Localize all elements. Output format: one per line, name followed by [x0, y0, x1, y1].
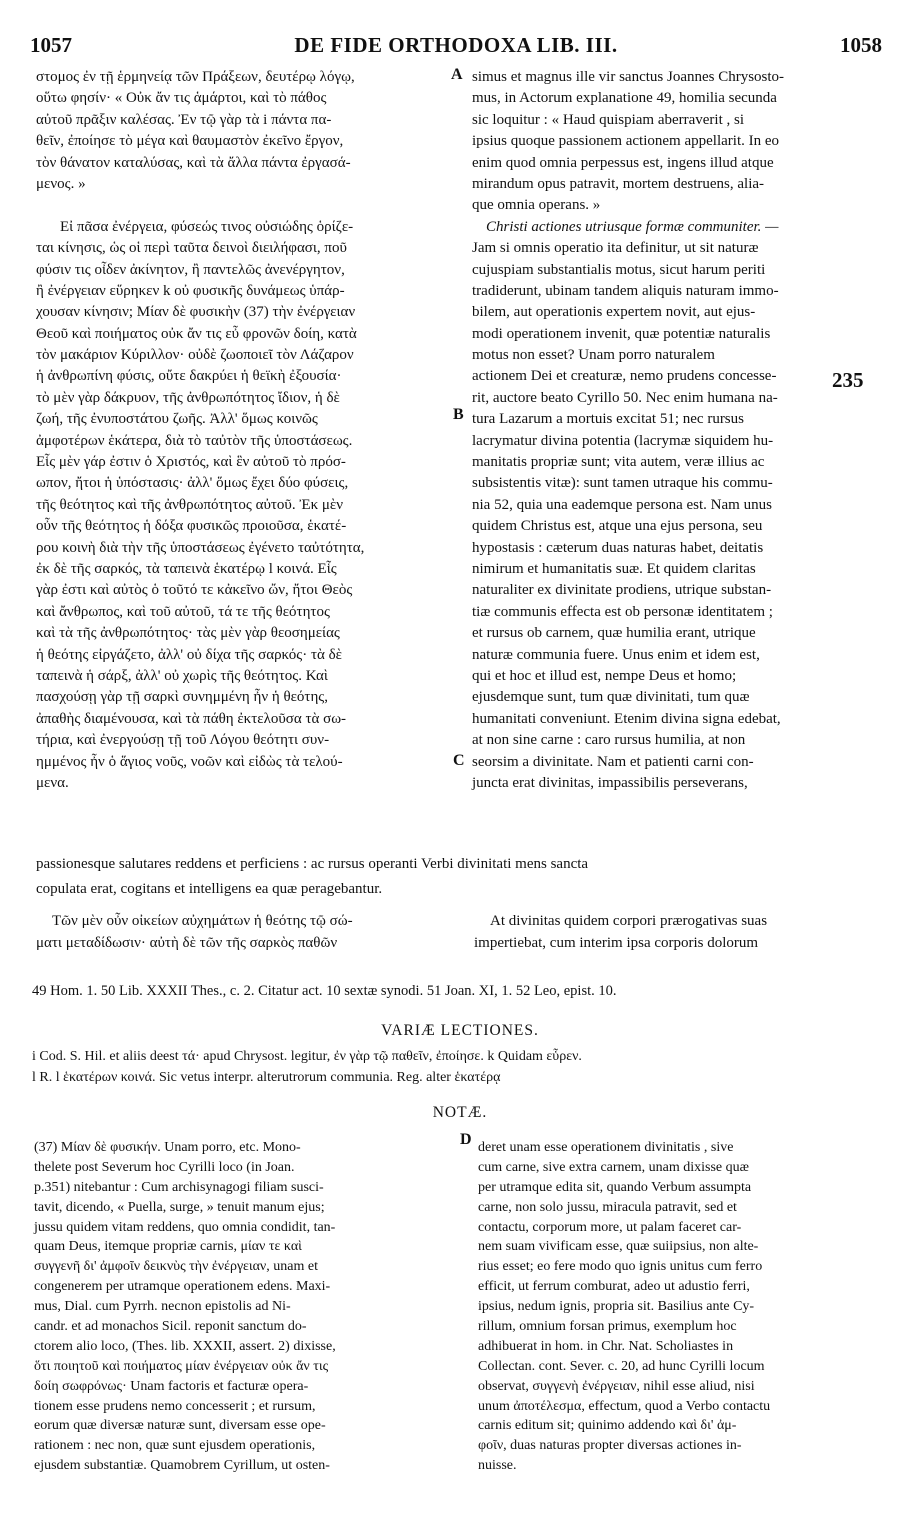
margin-letter-c: C	[453, 752, 465, 769]
text-line: ζωή, τῆς ἐνυποστάτου ζωῆς. Ἀλλ' ὅμως κοινῶς	[36, 411, 318, 428]
text-line: tura Lazarum a mortuis excitat 51; nec rursus	[472, 411, 744, 428]
latin-text-column	[472, 67, 884, 794]
note-line: thelete post Severum hoc Cyrilli loco (in Joan.	[34, 1159, 295, 1175]
margin-letter-d: D	[460, 1131, 472, 1148]
text-line: nia 52, quia una eademque persona est. Nam unus	[472, 496, 772, 513]
note-line: tionem esse prudens nemo concesserit ; et rursum,	[34, 1398, 316, 1414]
text-line: τὸ μὲν γὰρ δάκρυον, τῆς ἀνθρωπότητος ἴδιον, ἡ δὲ	[36, 389, 340, 406]
latin-continuation	[474, 910, 768, 954]
text-line: ἀπαθὴς διαμένουσα, καὶ τὰ πάθη ἐκτελοῦσα τὰ σω-	[36, 710, 347, 727]
note-line: quam Deus, itemque propriæ carnis, μίαν τε καὶ	[34, 1239, 302, 1255]
text-line: οὖν τῆς θεότητος ἡ δόξα φυσικῶς προιοῦσα, ἑκατέ-	[36, 518, 347, 535]
text-line: ipsius quoque passionem actionem appellarit. In eo	[472, 133, 780, 150]
note-line: (37) Μίαν δὲ φυσικήν. Unam porro, etc. Mono-	[34, 1140, 301, 1155]
note-line: συγγενῆ δι' ἀμφοῖν δεικνὺς τὴν ἐνέργειαν, unam et	[34, 1259, 318, 1275]
text-line: simus et magnus ille vir sanctus Joannes Chrysosto-	[472, 69, 785, 85]
text-line: At divinitas quidem corpori prærogativas suas	[490, 913, 768, 929]
text-line: ται κίνησις, ὡς οἱ περὶ ταῦτα δεινοὶ διειλήφασι, ποῦ	[36, 240, 347, 257]
text-line: que omnia operans. »	[472, 197, 601, 214]
text-line: nimirum et humanitatis suæ. Et quidem claritas	[472, 560, 756, 577]
notes-left-column	[34, 1138, 449, 1476]
note-line: contactu, corporum more, ut palam faceret car-	[478, 1219, 742, 1235]
right-page-number: 1058	[840, 33, 882, 57]
text-line: seorsim a divinitate. Nam et patienti carni con-	[472, 753, 754, 770]
variae-lectiones-title: VARIÆ LECTIONES.	[381, 1022, 539, 1039]
text-line: lacrymatur divina potentia (lacrymæ siquidem hu-	[472, 432, 774, 449]
text-line: enim quod omnia perpessus est, ingens illud atque	[472, 154, 774, 171]
note-line: eorum quæ diversæ naturæ sunt, diversam esse ope-	[34, 1418, 326, 1434]
note-line: ὅτι ποιητοῦ καὶ ποιήματος μίαν ἐνέργειαν οὐκ ἄν τις	[34, 1358, 329, 1374]
note-line: per utramque edita sit, quando Verbum assumpta	[478, 1179, 752, 1195]
text-line: juncta erat divinitas, impassibilis perseverans,	[472, 774, 748, 791]
note-line: δοίη σωφρόνως· Unam factoris et facturæ opera-	[34, 1378, 309, 1394]
full-width-line: passionesque salutares reddens et perficiens : ac rursus operanti Verbi divinitati mens sancta	[36, 856, 589, 872]
margin-letter-a: A	[451, 66, 463, 83]
text-line: Jam si omnis operatio ita definitur, ut sit naturæ	[472, 240, 759, 257]
note-line: carnis editum sit; quinimo addendo καὶ δι' ἀμ-	[478, 1418, 737, 1434]
note-line: rationem : nec non, quæ sunt ejusdem operationis,	[34, 1438, 316, 1454]
text-line: naturaliter ex divinitate prodiens, utrique substan-	[472, 582, 772, 599]
text-line: humanitati conveniunt. Etenim divina signa edebat,	[472, 710, 781, 727]
text-line: ωπον, ἤτοι ἡ ὑπόστασις· ἀλλ' ὅμως ἔχει δύο φύσεις,	[36, 475, 349, 492]
note-line: congenerem per utramque operationem edens. Maxi-	[34, 1279, 331, 1295]
note-line: cum carne, sive extra carnem, unam dixisse quæ	[478, 1159, 749, 1175]
note-line: nem suam vivificam esse, quæ suiipsius, non alte-	[478, 1239, 759, 1255]
text-line: γὰρ ἐστι καὶ αὐτὸς ὁ τοῦτό τε κἀκεῖνο ὤν, ἤτοι Θεὸς	[36, 582, 353, 599]
text-line: μενα.	[36, 774, 69, 791]
note-line: tavit, dicendo, « Puella, surge, » tenuit manum ejus;	[34, 1199, 325, 1215]
text-line: mirandum opus patravit, mortem destruens, alia-	[472, 175, 765, 192]
text-line: καὶ ἄνθρωπος, καὶ τοῦ αὐτοῦ, τά τε τῆς θεότητος	[36, 603, 330, 620]
text-line: πασχούσῃ γὰρ τῇ σαρκὶ συνημμένη ἦν ἡ θεότης,	[36, 689, 328, 706]
text-line: subsistentis vitæ): sunt tamen utraque his commu-	[472, 475, 773, 492]
text-line: τήρια, καὶ ἐνεργούσῃ τῇ τοῦ Λόγου θεότητι συν-	[36, 732, 330, 749]
text-line: sic loquitur : « Haud quispiam aberraverit , si	[472, 111, 745, 128]
text-line: ημμένος ἦν ὁ ἅγιος νοῦς, νοῶν καὶ εἰδὼς τὰ τελού-	[36, 753, 343, 770]
text-line: ἐκ δὲ τῆς σαρκός, τὰ ταπεινὰ ἑκατέρῳ l κοινά. Εἷς	[36, 560, 337, 577]
note-line: observat, συγγενὴ ἐνέργειαν, nihil esse aliud, nisi	[478, 1378, 755, 1394]
greek-text-column	[36, 67, 461, 794]
note-line: ejusdem substantiæ. Quamobrem Cyrillum, ut osten-	[34, 1458, 330, 1474]
text-line: ἡ ἀνθρωπίνη φύσις, οὔτε δακρύει ἡ θεϊκὴ ἐξουσία·	[36, 368, 342, 385]
greek-continuation	[36, 910, 353, 954]
text-line: οὕτω φησίν· « Οὐκ ἄν τις ἁμάρτοι, καὶ τὸ πάθος	[36, 90, 327, 107]
text-line: καὶ τὰ τῆς ἀνθρωπότητος· τὰς μὲν γὰρ θεοσημείας	[36, 625, 340, 642]
note-line: rillum, omnium forsan primus, exemplum hoc	[478, 1319, 737, 1335]
text-line: bilem, aut operationis expertem novit, aut ejus-	[472, 304, 756, 321]
text-line: Εἰ πᾶσα ἐνέργεια, φύσεώς τινος οὐσιώδης ὁρίζε-	[60, 218, 354, 235]
text-line: χουσαν κίνησιν; Μίαν δὲ φυσικὴν (37) τὴν ἐνέργειαν	[36, 304, 356, 321]
text-line	[36, 195, 461, 216]
text-line: at non sine carne : caro rursus humilia, at non	[472, 732, 746, 749]
text-line: mus, in Actorum explanatione 49, homilia secunda	[472, 90, 777, 107]
note-line: jussu quidem vitam reddens, quo omnia condidit, tan-	[34, 1219, 336, 1235]
text-line: tradiderunt, ubinam tandem aliquis naturam immo-	[472, 282, 779, 299]
section-number: 235	[832, 368, 864, 392]
note-line: adhibuerat in hom. in Chr. Nat. Scholiastes in	[478, 1338, 734, 1354]
text-line: rit, auctore beato Cyrillo 50. Nec enim humana na-	[472, 389, 778, 406]
text-line: τὸν μακάριον Κύριλλον· οὐδὲ ζωοποιεῖ τὸν Λάζαρον	[36, 347, 354, 364]
note-line: nuisse.	[478, 1458, 517, 1474]
text-line: impertiebat, cum interim ipsa corporis dolorum	[474, 935, 759, 951]
text-line: quidem Christus est, atque una ejus persona, seu	[472, 518, 763, 535]
text-line: modi operationem invenit, quæ potentiæ naturalis	[472, 325, 771, 342]
notae-title: NOTÆ.	[432, 1104, 488, 1121]
full-width-line: copulata erat, cogitans et intelligens ea quæ peragebantur.	[36, 881, 383, 897]
variant-line: i Cod. S. Hil. et aliis deest τά· apud Chrysost. legitur, ἐν γὰρ τῷ παθεῖν, ἐποίησε. k Quidam εὗρεν.	[32, 1049, 582, 1064]
text-line: Εἷς μὲν γάρ ἐστιν ὁ Χριστός, καὶ ἓν αὐτοῦ τὸ πρόσ-	[36, 454, 346, 471]
variant-line: l R. l ἑκατέρων κοινά. Sic vetus interpr. alterutrorum communia. Reg. alter ἑκατέρᾳ	[32, 1070, 501, 1085]
note-line: mus, Dial. cum Pyrrh. necnon epistolis ad Ni-	[34, 1299, 291, 1315]
note-line: ctorem alio loco, (Thes. lib. XXXII, assert. 2) dixisse,	[34, 1338, 336, 1354]
running-header	[30, 33, 882, 63]
text-line: ἢ ἐνέργειαν εὕρηκεν k οὐ φυσικῆς δυνάμεως ὑπάρ-	[36, 282, 345, 299]
text-line: ρου κοινὴ διὰ τὴν τῆς ὑποστάσεως ἐγένετο ταὐτότητα,	[36, 539, 365, 556]
left-page-number: 1057	[30, 33, 72, 57]
text-line: στομος ἐν τῇ ἑρμηνείᾳ τῶν Πράξεων, δευτέρῳ λόγῳ,	[36, 69, 355, 85]
text-line: ματι μεταδίδωσιν· αὐτὴ δὲ τῶν τῆς σαρκὸς παθῶν	[36, 935, 338, 951]
text-line: φύσιν τις οἶδεν ἀκίνητον, ἢ παντελῶς ἀνενέργητον,	[36, 261, 345, 278]
text-line: et rursus ob carnem, quæ humilia erant, utrique	[472, 625, 756, 642]
text-line: cujuspiam substantialis motus, sicut harum periti	[472, 261, 766, 278]
text-line: Θεοῦ καὶ ποιήματος οὐκ ἄν τις εὖ φρονῶν δοίη, κατὰ	[36, 325, 357, 342]
note-line: deret unam esse operationem divinitatis , sive	[478, 1140, 734, 1155]
note-line: candr. et ad monachos Sicil. reponit sanctum do-	[34, 1319, 307, 1335]
note-line: unum ἀποτέλεσμα, effectum, quod a Verbo contactu	[478, 1398, 771, 1414]
text-line: manitatis propriæ sunt; vita autem, veræ illius ac	[472, 454, 765, 471]
text-line: θεῖν, ἐποίησε τὸ μέγα καὶ θαυμαστὸν ἐκεῖνο ἔργον,	[36, 133, 344, 150]
text-line: hypostasis : cæterum duas naturas habet, deitatis	[472, 539, 764, 556]
note-line: φοῖν, duas naturas propter diversas actiones in-	[478, 1438, 742, 1454]
text-line: Τῶν μὲν οὖν οἰκείων αὐχημάτων ἡ θεότης τῷ σώ-	[52, 913, 353, 929]
text-line: μενος. »	[36, 175, 86, 192]
text-line: qui et hoc et illud est, nempe Deus et homo;	[472, 667, 737, 684]
section-heading: Christi actiones utriusque formæ communiter. —	[486, 218, 779, 235]
note-line: p.351) nitebantur : Cum archisynagogi filiam susci-	[34, 1179, 324, 1195]
running-title: DE FIDE ORTHODOXA LIB. III.	[294, 33, 618, 57]
text-line: ἀμφοτέρων ἑκάτερα, διὰ τὸ ταὐτὸν τῆς ὑποστάσεως.	[36, 432, 353, 449]
text-line: actionem Dei et creaturæ, nemo prudens concesse-	[472, 368, 777, 385]
note-line: ipsius, nedum ignis, propria sit. Basilius ante Cy-	[478, 1299, 755, 1315]
footnote-references: 49 Hom. 1. 50 Lib. XXXII Thes., c. 2. Citatur act. 10 sextæ synodi. 51 Joan. XI, 1. 52 Leo, epist. 10.	[32, 983, 617, 999]
margin-letter-b: B	[453, 406, 464, 423]
note-line: rius esset; eo fere modo quo ignis unitus cum ferro	[478, 1259, 763, 1275]
text-line: tiæ communis effecta est ob personæ identitatem ;	[472, 603, 773, 620]
text-line: motus non esset? Unam porro naturalem	[472, 347, 715, 364]
text-line: ejusdemque sunt, tum quæ divinitati, tum quæ	[472, 689, 750, 706]
text-line: αὐτοῦ πρᾶξιν καλέσας. Ἐν τῷ γὰρ τὰ i πάντα πα-	[36, 111, 332, 128]
text-line: ἡ θεότης εἰργάζετο, ἀλλ' οὐ δίχα τῆς σαρκός· τὰ δὲ	[36, 646, 342, 663]
text-line: naturæ communia fuere. Unus enim et idem est,	[472, 646, 760, 663]
note-line: efficit, ut ferrum comburat, adeo ut adustio ferri,	[478, 1279, 750, 1295]
text-line: τὸν θάνατον καταλύσας, καὶ τὰ ἄλλα πάντα ἐργασά-	[36, 154, 351, 171]
note-line: carne, non solo jussu, miracula patravit, sed et	[478, 1199, 737, 1215]
text-line: ταπεινὰ ἡ σάρξ, ἀλλ' οὐ χωρὶς τῆς θεότητος. Καὶ	[36, 667, 328, 684]
text-line: τῆς θεότητος καὶ τῆς ἀνθρωπότητος αὐτοῦ. Ἐκ μὲν	[36, 496, 344, 513]
note-line: Collectan. cont. Sever. c. 20, ad hunc Cyrilli locum	[478, 1358, 765, 1374]
notes-right-column	[478, 1138, 893, 1476]
